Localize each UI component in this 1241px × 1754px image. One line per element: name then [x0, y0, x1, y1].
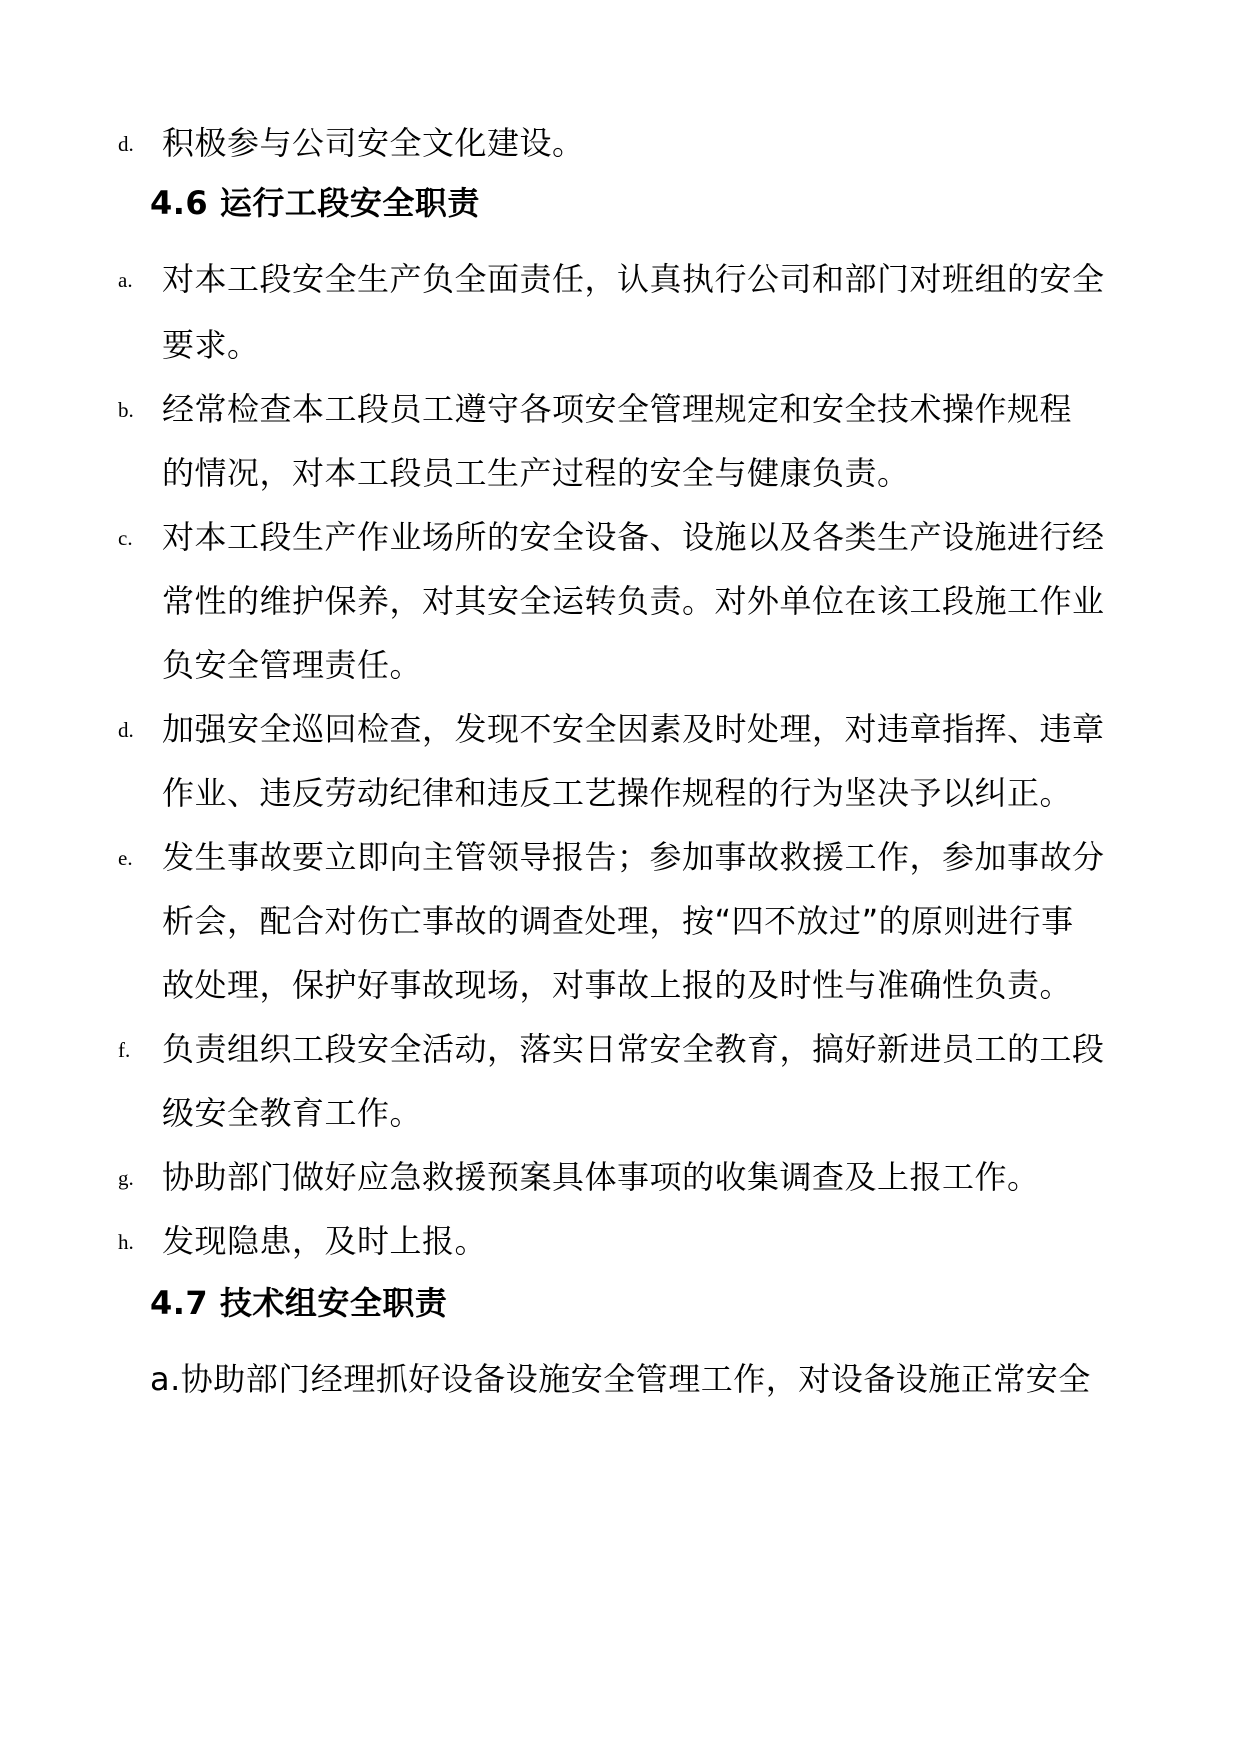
paragraph-text: a.协助部门经理抓好设备设施安全管理工作，对设备设施正常安全 [150, 1360, 1091, 1398]
list-item-d [0, 704, 1241, 748]
list-marker: c. [118, 526, 133, 550]
list-item-text: 作业、违反劳动纪律和违反工艺操作规程的行为坚决予以纠正。 [162, 774, 1073, 812]
list-item-e [0, 832, 1241, 876]
section-heading-4-6 [0, 178, 1241, 224]
list-item-h [0, 1216, 1241, 1260]
list-item-text: 对本工段安全生产负全面责任，认真执行公司和部门对班组的安全 [162, 260, 1105, 298]
section-heading-text: 4.7 技术组安全职责 [150, 1284, 448, 1322]
list-item-c-continuation [0, 576, 1241, 620]
list-item-text: 常性的维护保养，对其安全运转负责。对外单位在该工段施工作业 [162, 582, 1105, 620]
list-marker: f. [118, 1038, 131, 1062]
list-item-g [0, 1152, 1241, 1196]
list-item-a [0, 254, 1241, 298]
list-item-text: 协助部门做好应急救援预案具体事项的收集调查及上报工作。 [162, 1158, 1040, 1196]
list-item-text: 级安全教育工作。 [162, 1094, 423, 1132]
list-marker: a. [118, 268, 133, 292]
list-item-text: 积极参与公司安全文化建设。 [162, 124, 585, 162]
list-marker: g. [118, 1166, 134, 1190]
list-item-a-continuation [0, 320, 1241, 364]
list-item-text: 发现隐患，及时上报。 [162, 1222, 488, 1260]
list-marker: b. [118, 398, 134, 422]
list-item-f [0, 1024, 1241, 1068]
list-item-b [0, 384, 1241, 428]
list-item-e-continuation [0, 960, 1241, 1004]
list-item-d-top [0, 118, 1241, 162]
section-heading-text: 4.6 运行工段安全职责 [150, 184, 480, 222]
list-item-text: 故处理，保护好事故现场，对事故上报的及时性与准确性负责。 [162, 966, 1073, 1004]
list-item-c [0, 512, 1241, 556]
list-item-text: 的情况，对本工段员工生产过程的安全与健康负责。 [162, 454, 910, 492]
list-marker: h. [118, 1230, 134, 1254]
list-marker: d. [118, 132, 134, 156]
list-item-text: 对本工段生产作业场所的安全设备、设施以及各类生产设施进行经 [162, 518, 1105, 556]
list-item-text: 负责组织工段安全活动，落实日常安全教育，搞好新进员工的工段 [162, 1030, 1105, 1068]
list-marker: d. [118, 718, 134, 742]
list-item-text: 析会，配合对伤亡事故的调查处理，按“四不放过”的原则进行事 [162, 902, 1074, 940]
list-item-text: 负安全管理责任。 [162, 646, 423, 684]
list-item-f-continuation [0, 1088, 1241, 1132]
list-item-e-continuation [0, 896, 1241, 940]
list-item-text: 要求。 [162, 326, 260, 364]
list-item-b-continuation [0, 448, 1241, 492]
section-heading-4-7 [0, 1278, 1241, 1324]
list-item-text: 经常检查本工段员工遵守各项安全管理规定和安全技术操作规程 [162, 390, 1073, 428]
list-item-c-continuation [0, 640, 1241, 684]
paragraph-line [0, 1354, 1241, 1398]
list-marker: e. [118, 846, 133, 870]
list-item-d-continuation [0, 768, 1241, 812]
list-item-text: 加强安全巡回检查，发现不安全因素及时处理，对违章指挥、违章 [162, 710, 1105, 748]
list-item-text: 发生事故要立即向主管领导报告；参加事故救援工作，参加事故分 [162, 838, 1105, 876]
